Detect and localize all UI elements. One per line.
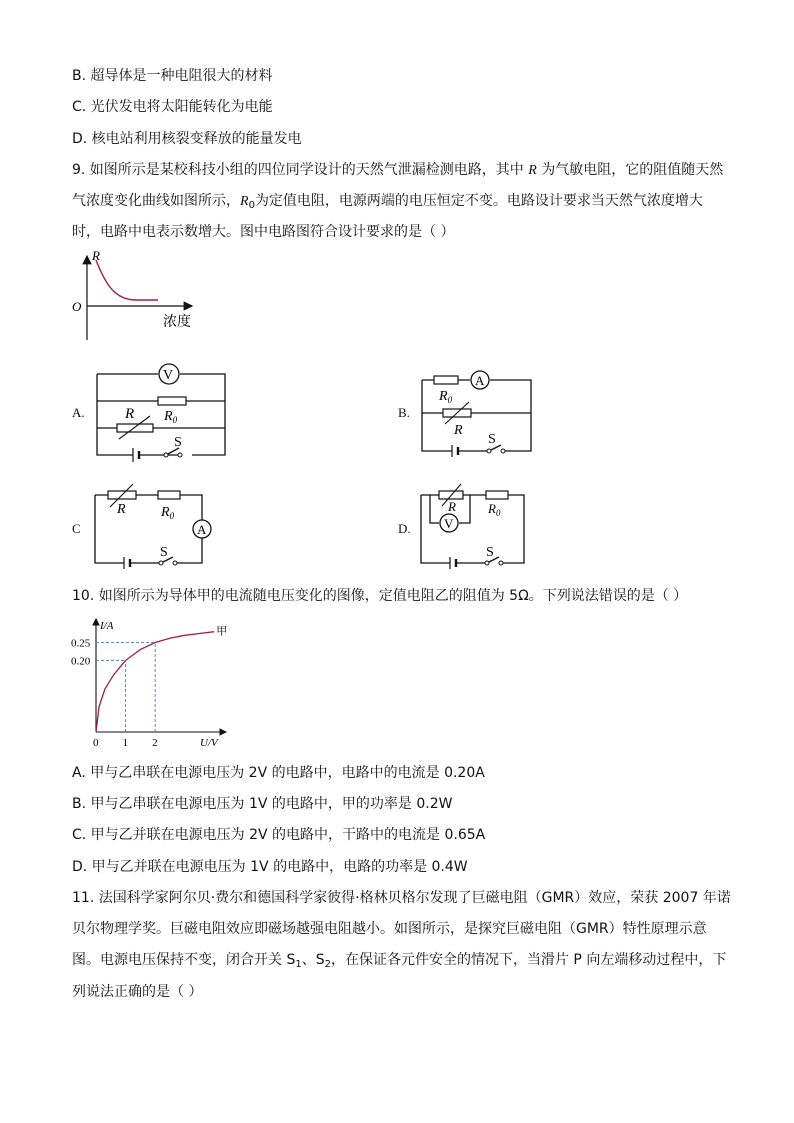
q10-option-b: B. 甲与乙串联在电源电压为 1V 的电路中，甲的功率是 0.2W: [72, 796, 453, 812]
q11-stem-line1: 11. 法国科学家阿尔贝·费尔和德国科学家彼得·格林贝格尔发现了巨磁电阻（GMR）效应，荣获 2007 年诺: [72, 890, 731, 906]
q10-y-tick-label: 0.25: [71, 637, 91, 650]
q9-d-switch-label: S: [486, 545, 494, 560]
q11-stem-line2: 贝尔物理学奖。巨磁电阻效应即磁场越强电阻越小。如图所示，是探究巨磁电阻（GMR）特性原理示意: [72, 921, 707, 937]
q8-option-c: C. 光伏发电将太阳能转化为电能: [72, 99, 273, 115]
q10-y-tick-label: 0.20: [71, 655, 91, 668]
q11-stem-line4: 列说法正确的是（ ）: [72, 984, 203, 1000]
resistor-icon: [158, 491, 180, 499]
q9-a-voltmeter-label: V: [163, 368, 174, 383]
q9-a-r-label: R: [125, 406, 135, 422]
rheostat-icon: [117, 424, 153, 432]
q9-graph-x-label: 浓度: [163, 314, 191, 330]
q10-option-a: A. 甲与乙串联在电源电压为 2V 的电路中，电路中的电流是 0.20A: [72, 765, 485, 781]
q11-s2-sub: 2: [324, 959, 331, 970]
q11-stem-text: 、S: [301, 952, 325, 968]
resistor-icon: [486, 491, 508, 499]
q9-c-switch-label: S: [160, 545, 168, 560]
q11-stem-line3: [72, 950, 726, 975]
q9-stem-r0-sub: 0: [248, 200, 255, 211]
resistor-icon: [434, 376, 458, 384]
q10-y-axis-label: I/A: [100, 620, 114, 632]
q9-b-switch-label: S: [488, 432, 496, 447]
q9-option-a-label[interactable]: A.: [72, 405, 85, 420]
q9-stem-line3: 时，电路中电表示数增大。图中电路图符合设计要求的是（ ）: [72, 224, 455, 240]
q11-stem-text: 图。电源电压保持不变，闭合开关 S: [72, 952, 296, 968]
q9-circuit-d[interactable]: [418, 486, 538, 571]
q9-circuit-b[interactable]: [420, 368, 540, 448]
q9-d-r0-label: $R_0$: [488, 501, 501, 518]
q11-s1-sub: 1: [295, 959, 302, 970]
switch-icon: [485, 561, 489, 565]
q9-graph-curve: [96, 260, 158, 300]
q9-stem-line1: [72, 160, 723, 181]
switch-icon: [164, 453, 168, 457]
q9-stem-text: 为气敏电阻，它的阻值随天然: [536, 162, 724, 178]
switch-icon: [159, 561, 163, 565]
q11-stem-text: ，在保证各元件安全的情况下，当滑片 P 向左端移动过程中，下: [330, 952, 727, 968]
q9-stem-r0: R: [240, 194, 249, 209]
q9-circuit-a[interactable]: [92, 360, 232, 460]
q9-stem-text: 为定值电阻，电源两端的电压恒定不变。电路设计要求当天然气浓度增大: [254, 193, 703, 209]
q9-circuit-c[interactable]: [92, 486, 217, 571]
q9-d-voltmeter-label: V: [444, 516, 454, 531]
q10-x-axis-label: U/V: [200, 737, 218, 749]
q10-x-tick-label: 0: [93, 737, 99, 749]
q9-option-b-label[interactable]: B.: [398, 405, 410, 420]
q9-option-d-label[interactable]: D.: [398, 521, 411, 536]
q9-b-r-label: R: [454, 423, 463, 438]
q9-c-r0-label: $R_0$: [161, 505, 175, 521]
q10-x-tick-label: 1: [122, 737, 129, 749]
resistor-icon: [158, 397, 186, 405]
q10-stem: 10. 如图所示为导体甲的电流随电压变化的图像，定值电阻乙的阻值为 5Ω。下列说法错误的是（ ）: [72, 588, 688, 604]
q10-option-c: C. 甲与乙并联在电源电压为 2V 的电路中，干路中的电流是 0.65A: [72, 827, 486, 843]
q10-option-d: D. 甲与乙并联在电源电压为 1V 的电路中，电路的功率是 0.4W: [72, 859, 468, 875]
q9-stem-text: 气浓度变化曲线如图所示，: [72, 193, 240, 209]
q9-graph-y-label: R: [92, 248, 100, 263]
q9-a-r0-label: $R_0$: [164, 409, 178, 425]
q9-c-ammeter-label: A: [197, 522, 207, 537]
q9-graph-origin: O: [72, 299, 82, 314]
q10-current-voltage-chart: [66, 615, 236, 755]
q9-stem-line2: [72, 191, 703, 216]
q9-stem-text: 9. 如图所示是某校科技小组的四位同学设计的天然气泄漏检测电路，其中: [72, 162, 529, 178]
q8-option-b: B. 超导体是一种电阻很大的材料: [72, 68, 273, 84]
q9-resistance-graph: [60, 248, 200, 338]
q9-stem-r: R: [528, 163, 537, 178]
q10-series-name: 甲: [216, 625, 228, 638]
q9-c-r-label: R: [117, 502, 126, 517]
q9-option-c-label[interactable]: C: [72, 521, 81, 536]
q9-d-r-label: R: [448, 499, 456, 514]
q9-a-switch-label: S: [174, 435, 182, 450]
q10-x-tick-label: 2: [152, 737, 158, 749]
q9-b-r0-label: $R_0$: [439, 389, 453, 405]
switch-icon: [487, 449, 491, 453]
q9-b-ammeter-label: A: [475, 373, 485, 388]
q8-option-d: D. 核电站利用核裂变释放的能量发电: [72, 131, 302, 147]
